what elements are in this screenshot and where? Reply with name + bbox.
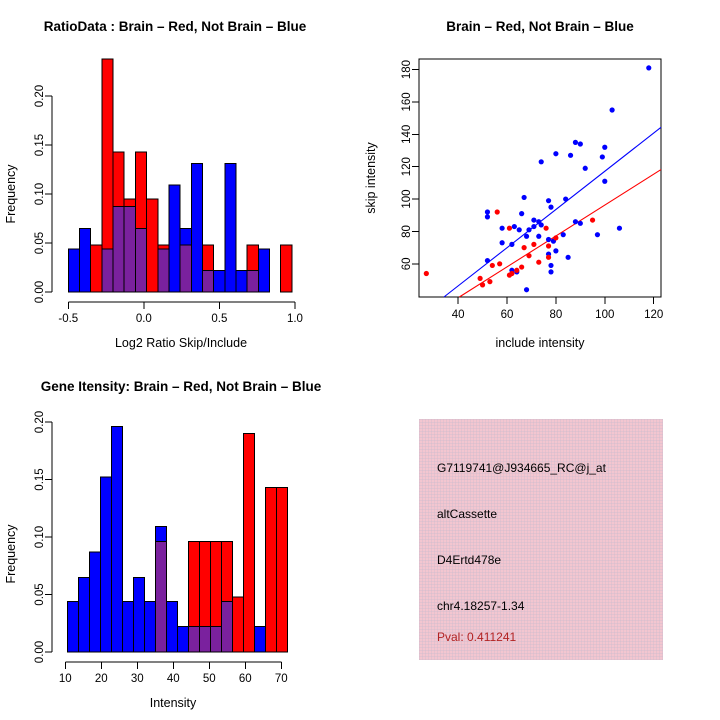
gene-info-box: [419, 419, 663, 660]
y-tick-label: 120: [401, 157, 414, 177]
scatter-point-blue: [602, 145, 607, 150]
scatter-point-blue: [485, 209, 490, 214]
scatter-point-blue: [595, 232, 600, 237]
hist-bar-overlap: [202, 270, 213, 292]
intensity-scatter-panel: [360, 0, 720, 360]
scatter-point-blue: [539, 159, 544, 164]
x-tick-label: 0.0: [135, 313, 152, 325]
scatter-point-blue: [485, 214, 490, 219]
scatter-point-blue: [553, 151, 558, 156]
y-axis-label: Frequency: [4, 524, 18, 584]
y-tick-label: 180: [401, 59, 414, 80]
hist-bar-blue: [169, 185, 180, 292]
chart-title: RatioData : Brain – Red, Not Brain – Blue: [43, 19, 307, 34]
x-tick-label: 20: [94, 673, 108, 685]
scatter-point-blue: [485, 258, 490, 263]
gene-intensity-histogram-panel: [0, 360, 360, 720]
y-tick-label: 140: [401, 124, 414, 144]
hist-bar-red: [91, 245, 102, 292]
scatter-point-blue: [524, 287, 529, 292]
y-tick-label: 0.00: [34, 640, 47, 664]
y-tick-label: 0.10: [34, 182, 47, 206]
scatter-point-red: [490, 263, 495, 268]
hist-bar-red: [244, 434, 255, 653]
scatter-point-blue: [548, 263, 553, 268]
scatter-point-red: [546, 243, 551, 248]
chart-title: Brain – Red, Not Brain – Blue: [446, 19, 634, 34]
scatter-point-blue: [536, 234, 541, 239]
scatter-point-red: [514, 268, 519, 273]
y-tick-label: 80: [401, 225, 414, 238]
hist-bar-overlap: [180, 245, 191, 292]
scatter-point-blue: [617, 226, 622, 231]
hist-bar-blue: [236, 270, 247, 292]
scatter-point-blue: [512, 224, 517, 229]
y-tick-label: 0.05: [34, 231, 47, 255]
scatter-point-blue: [517, 227, 522, 232]
x-axis: [58, 302, 303, 325]
hist-bar-overlap: [124, 207, 135, 292]
gene-info-panel: [360, 360, 720, 720]
y-axis: [34, 85, 52, 303]
scatter-point-blue: [522, 195, 527, 200]
x-tick-label: 0.5: [211, 313, 228, 325]
scatter-point-blue: [553, 248, 558, 253]
scatter-point-blue: [546, 237, 551, 242]
gene-intensity-histogram-chart: [0, 360, 360, 720]
hist-bar-blue: [123, 601, 134, 652]
scatter-point-blue: [548, 205, 553, 210]
hist-bar-blue: [225, 164, 236, 292]
scatter-point-red: [519, 264, 524, 269]
hist-bar-red: [147, 199, 158, 292]
hist-bar-blue: [145, 601, 156, 652]
scatter-point-blue: [583, 166, 588, 171]
hist-bar-blue: [178, 627, 189, 652]
x-axis-label: Log2 Ratio Skip/Include: [114, 336, 248, 350]
scatter-point-blue: [531, 224, 536, 229]
hist-bar-overlap: [222, 601, 233, 652]
scatter-point-red: [522, 245, 527, 250]
hist-bar-blue: [191, 164, 202, 292]
scatter-point-red: [546, 255, 551, 260]
hist-bar-blue: [79, 228, 90, 292]
x-axis-label: include intensity: [495, 336, 585, 350]
scatter-point-blue: [578, 141, 583, 146]
y-axis-label: skip intensity: [364, 142, 378, 214]
scatter-point-blue: [602, 179, 607, 184]
event-type-text: altCassette: [437, 507, 498, 521]
scatter-point-blue: [610, 107, 615, 112]
hist-bar-blue: [167, 601, 178, 652]
points-blue: [485, 65, 652, 292]
x-tick-label: 10: [58, 673, 72, 685]
scatter-point-blue: [509, 242, 514, 247]
hist-bar-overlap: [102, 249, 113, 292]
hist-bar-overlap: [113, 207, 124, 292]
scatter-point-blue: [531, 217, 536, 222]
y-axis-label: Frequency: [4, 164, 18, 224]
scatter-point-blue: [500, 240, 505, 245]
scatter-point-blue: [519, 211, 524, 216]
x-axis-label: Intensity: [149, 696, 197, 710]
points-red: [424, 209, 595, 287]
pval-text: Pval: 0.411241: [437, 630, 517, 644]
scatter-point-blue: [568, 153, 573, 158]
x-tick-label: 70: [274, 673, 288, 685]
scatter-point-blue: [563, 196, 568, 201]
hist-bar-blue: [68, 249, 79, 292]
histogram-bars: [68, 59, 292, 292]
scatter-point-blue: [573, 219, 578, 224]
scatter-point-blue: [526, 227, 531, 232]
hist-bar-overlap: [156, 542, 167, 652]
hist-bar-blue: [255, 627, 266, 652]
hist-bar-blue: [214, 270, 225, 292]
y-axis: [34, 411, 52, 663]
x-tick-label: 80: [549, 309, 563, 321]
histogram-bars: [68, 427, 288, 652]
hist-bar-overlap: [247, 270, 258, 292]
scatter-point-blue: [561, 232, 566, 237]
hist-bar-red: [277, 488, 288, 652]
y-tick-label: 0.05: [34, 583, 47, 606]
x-tick-label: 1.0: [286, 313, 303, 325]
hist-bar-red: [233, 597, 244, 652]
scatter-point-blue: [578, 221, 583, 226]
hist-bar-overlap: [158, 249, 169, 292]
scatter-point-blue: [500, 226, 505, 231]
scatter-point-blue: [646, 65, 651, 70]
scatter-point-red: [590, 217, 595, 222]
hist-bar-blue: [79, 577, 90, 652]
probe-id-text: G7119741@J934665_RC@j_at: [437, 461, 606, 475]
scatter-point-blue: [524, 234, 529, 239]
hist-bar-red: [281, 245, 292, 292]
y-tick-label: 0.00: [34, 280, 47, 304]
locus-text: chr4.18257-1.34: [437, 599, 525, 613]
y-tick-label: 0.15: [34, 133, 47, 157]
y-axis: [401, 60, 419, 270]
y-tick-label: 0.20: [34, 84, 47, 108]
hist-bar-overlap: [200, 627, 211, 652]
hist-bar-blue: [134, 577, 145, 652]
scatter-point-red: [544, 226, 549, 231]
scatter-point-red: [495, 209, 500, 214]
y-tick-label: 60: [401, 257, 414, 271]
scatter-point-blue: [546, 198, 551, 203]
x-tick-label: 40: [166, 673, 180, 685]
hist-bar-blue: [258, 249, 269, 292]
y-tick-label: 100: [401, 189, 414, 209]
scatter-point-red: [480, 282, 485, 287]
hist-bar-overlap: [189, 627, 200, 652]
scatter-point-red: [497, 261, 502, 266]
x-tick-label: 60: [500, 309, 514, 321]
scatter-point-blue: [548, 269, 553, 274]
x-axis: [59, 662, 288, 685]
scatter-point-red: [526, 253, 531, 258]
y-tick-label: 0.20: [34, 410, 47, 434]
scatter-point-blue: [566, 255, 571, 260]
x-tick-label: 50: [202, 673, 216, 685]
ratio-histogram-chart: [0, 0, 360, 360]
hist-bar-blue: [90, 552, 101, 652]
y-tick-label: 0.10: [34, 525, 47, 549]
y-tick-label: 160: [401, 92, 414, 112]
x-tick-label: 100: [595, 309, 615, 321]
scatter-point-blue: [573, 140, 578, 145]
x-tick-label: 40: [451, 309, 465, 321]
x-tick-label: 30: [130, 673, 144, 685]
scatter-point-red: [536, 260, 541, 265]
x-tick-label: 60: [238, 673, 252, 685]
scatter-point-blue: [600, 154, 605, 159]
ratio-histogram-panel: [0, 0, 360, 360]
scatter-point-red: [553, 235, 558, 240]
scatter-point-red: [478, 276, 483, 281]
scatter-point-red: [424, 271, 429, 276]
x-tick-label: 120: [644, 309, 664, 321]
hist-bar-overlap: [211, 627, 222, 652]
scatter-point-blue: [539, 222, 544, 227]
y-tick-label: 0.15: [34, 468, 47, 491]
hist-bar-blue: [101, 477, 112, 652]
intensity-scatter-chart: [360, 0, 720, 360]
scatter-point-red: [531, 242, 536, 247]
x-axis: [452, 297, 664, 321]
scatter-point-red: [507, 273, 512, 278]
hist-bar-blue: [68, 601, 79, 652]
gene-symbol-text: D4Ertd478e: [437, 553, 502, 567]
fit-line-red: [459, 170, 661, 297]
x-tick-label: -0.5: [58, 313, 79, 325]
scatter-point-red: [507, 226, 512, 231]
hist-bar-overlap: [135, 228, 146, 292]
hist-bar-blue: [112, 427, 123, 652]
hist-bar-red: [266, 488, 277, 652]
chart-title: Gene Itensity: Brain – Red, Not Brain – Blue: [40, 379, 322, 394]
scatter-point-red: [487, 279, 492, 284]
